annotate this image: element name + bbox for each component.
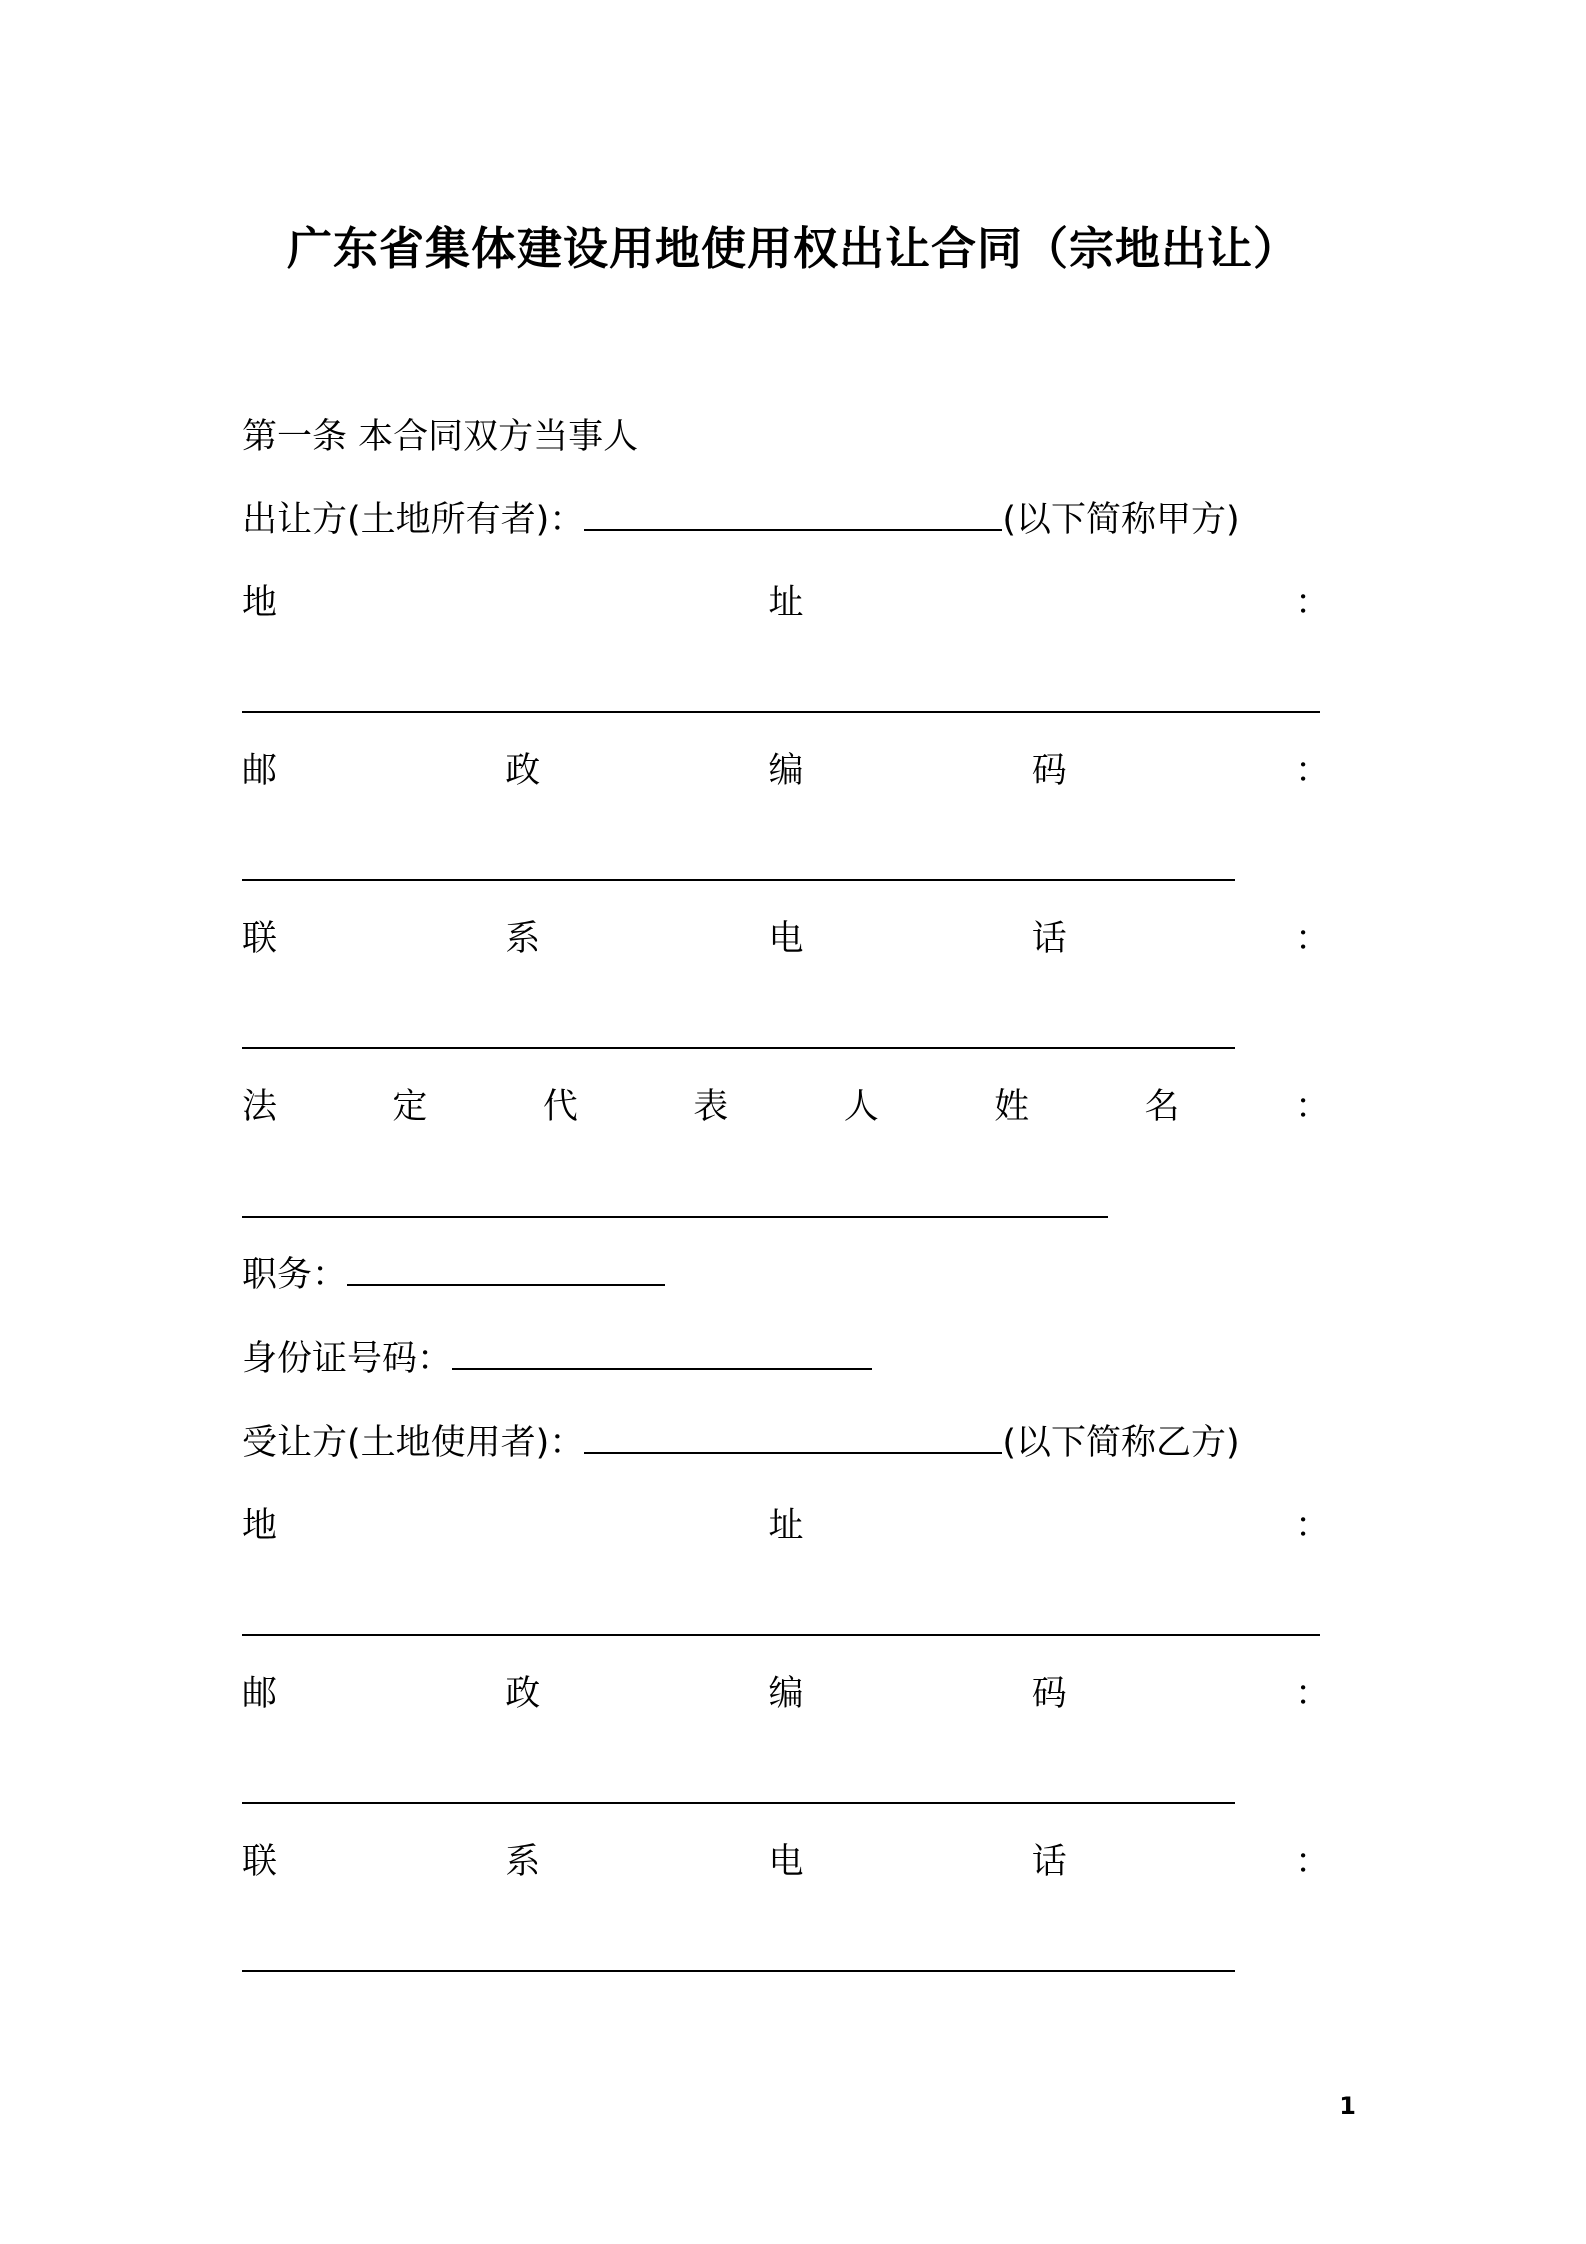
document-title: 广东省集体建设用地使用权出让合同（宗地出让） bbox=[286, 222, 1299, 275]
label-char: ： bbox=[1294, 1087, 1330, 1127]
label-char: 表 bbox=[693, 1087, 729, 1127]
party-a-postcode-label bbox=[242, 746, 1330, 796]
party-a-suffix: (以下简称甲方) bbox=[1002, 500, 1240, 540]
id-number-label: 身份证号码： bbox=[242, 1339, 453, 1379]
label-char: 码 bbox=[1031, 1674, 1067, 1714]
party-b-name-blank bbox=[584, 1418, 1002, 1454]
label-char: 编 bbox=[768, 1674, 804, 1714]
position-blank bbox=[347, 1250, 665, 1286]
party-b-postcode-label bbox=[242, 1669, 1330, 1719]
party-b-suffix: (以下简称乙方) bbox=[1002, 1423, 1240, 1463]
party-a-phone-blank bbox=[242, 1047, 1235, 1049]
label-char: 联 bbox=[242, 919, 278, 959]
label-char: 码 bbox=[1031, 751, 1067, 791]
party-a-id-line bbox=[242, 1334, 872, 1384]
label-char: ： bbox=[1294, 1506, 1330, 1546]
label-char: 法 bbox=[242, 1087, 278, 1127]
position-label: 职务： bbox=[242, 1255, 348, 1295]
party-b-postcode-blank bbox=[242, 1802, 1235, 1804]
label-char: 系 bbox=[505, 919, 541, 959]
label-char: ： bbox=[1294, 751, 1330, 791]
label-char: 人 bbox=[843, 1087, 879, 1127]
party-b-line bbox=[242, 1418, 1240, 1468]
party-b-address-label bbox=[242, 1501, 1330, 1551]
party-a-address-blank bbox=[242, 711, 1320, 713]
label-char: 政 bbox=[505, 1674, 541, 1714]
party-b-phone-blank bbox=[242, 1970, 1235, 1972]
label-char: 名 bbox=[1144, 1087, 1180, 1127]
label-char: 邮 bbox=[242, 1674, 278, 1714]
party-a-phone-label bbox=[242, 914, 1330, 964]
article-1-heading: 第一条 本合同双方当事人 bbox=[242, 417, 639, 457]
label-char: 址 bbox=[768, 583, 804, 623]
label-char: 编 bbox=[768, 751, 804, 791]
label-char: 政 bbox=[505, 751, 541, 791]
label-char: 电 bbox=[768, 1842, 804, 1882]
label-char: ： bbox=[1294, 1842, 1330, 1882]
party-a-label: 出让方(土地所有者)： bbox=[242, 500, 585, 540]
label-char: 姓 bbox=[994, 1087, 1030, 1127]
label-char: 代 bbox=[542, 1087, 578, 1127]
party-a-line bbox=[242, 495, 1240, 545]
label-char: ： bbox=[1294, 919, 1330, 959]
label-char: 联 bbox=[242, 1842, 278, 1882]
label-char: 地 bbox=[242, 583, 278, 623]
party-a-name-blank bbox=[584, 495, 1002, 531]
label-char: 地 bbox=[242, 1506, 278, 1546]
label-char: 邮 bbox=[242, 751, 278, 791]
label-char: ： bbox=[1294, 1674, 1330, 1714]
party-a-position-line bbox=[242, 1250, 665, 1300]
page-number: 1 bbox=[1339, 2092, 1356, 2120]
party-b-label: 受让方(土地使用者)： bbox=[242, 1423, 585, 1463]
label-char: 定 bbox=[392, 1087, 428, 1127]
party-a-postcode-blank bbox=[242, 879, 1235, 881]
party-a-legal-rep-label bbox=[242, 1082, 1330, 1132]
label-char: 电 bbox=[768, 919, 804, 959]
label-char: 系 bbox=[505, 1842, 541, 1882]
party-a-address-label bbox=[242, 578, 1330, 628]
label-char: ： bbox=[1294, 583, 1330, 623]
id-number-blank bbox=[452, 1334, 872, 1370]
label-char: 址 bbox=[768, 1506, 804, 1546]
party-b-phone-label bbox=[242, 1837, 1330, 1887]
party-b-address-blank bbox=[242, 1634, 1320, 1636]
party-a-legal-rep-blank bbox=[242, 1216, 1108, 1218]
label-char: 话 bbox=[1031, 919, 1067, 959]
label-char: 话 bbox=[1031, 1842, 1067, 1882]
